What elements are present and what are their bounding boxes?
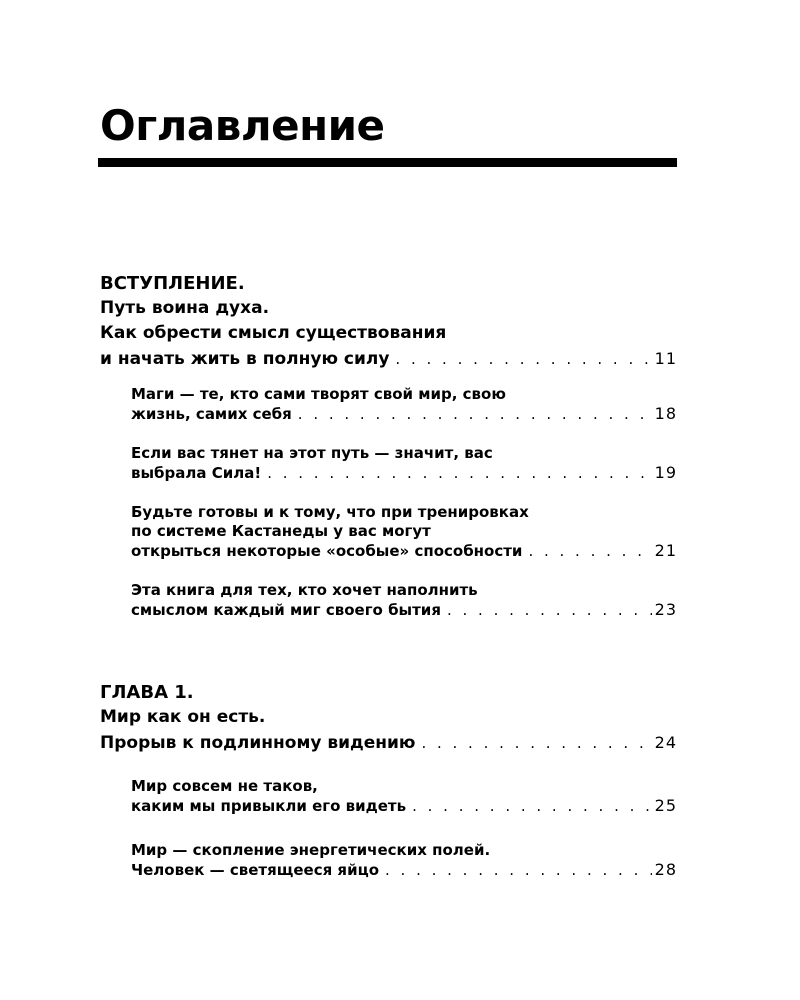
toc-entry-row <box>131 404 677 424</box>
toc-entry-text: и начать жить в полную силу <box>100 349 390 369</box>
title-rule <box>98 158 677 167</box>
dot-leader <box>395 347 651 372</box>
toc-entry-row <box>131 600 677 620</box>
toc-section-introduction <box>100 272 677 372</box>
dot-leader <box>385 861 652 880</box>
toc-entry-text: Прорыв к подлинному видению <box>100 733 416 753</box>
page-number: 18 <box>654 404 677 423</box>
page-number: 23 <box>654 600 677 619</box>
toc-entry-text: по системе Кастанеды у вас могут <box>131 522 431 540</box>
toc-entry-text: каким мы привыкли его видеть <box>131 797 407 815</box>
dot-leader <box>528 542 651 561</box>
toc-entry-text: жизнь, самих себя <box>131 405 292 423</box>
toc-entry-text: Будьте готовы и к тому, что при тренировках <box>131 503 529 521</box>
toc-subentry[interactable] <box>131 385 677 424</box>
page-number: 25 <box>654 796 677 815</box>
toc-entry-row <box>131 796 677 816</box>
dot-leader <box>421 731 651 756</box>
toc-entry-text: смыслом каждый миг своего бытия <box>131 601 441 619</box>
page-number: 21 <box>654 541 677 560</box>
section-heading: ГЛАВА 1. <box>100 682 194 703</box>
toc-entry-row <box>131 463 677 483</box>
toc-entry-text: Человек — светящееся яйцо <box>131 861 379 879</box>
toc-subentry[interactable] <box>131 777 677 816</box>
dot-leader <box>447 601 652 620</box>
page-number: 11 <box>654 349 677 368</box>
toc-entry-text: Эта книга для тех, кто хочет наполнить <box>131 581 478 599</box>
dot-leader <box>298 405 652 424</box>
toc-entry-text: Мир — скопление энергетических полей. <box>131 841 491 859</box>
section-title-line: Как обрести смысл существования <box>100 323 447 343</box>
page-number: 19 <box>654 463 677 482</box>
toc-section-chapter-1 <box>100 681 677 756</box>
toc-entry-text: выбрала Сила! <box>131 464 262 482</box>
section-heading: ВСТУПЛЕНИЕ. <box>100 273 245 294</box>
toc-entry-row[interactable] <box>100 346 677 372</box>
page-number: 24 <box>654 733 677 752</box>
toc-subentry[interactable] <box>131 503 677 561</box>
toc-subentry[interactable] <box>131 444 677 483</box>
dot-leader <box>267 464 651 483</box>
toc-entry-text: Если вас тянет на этот путь — значит, вас <box>131 444 493 462</box>
toc-subentry[interactable] <box>131 841 677 880</box>
toc-entry-row[interactable] <box>100 730 677 756</box>
toc-entry-row <box>131 860 677 880</box>
section-title-line: Мир как он есть. <box>100 707 266 727</box>
page-title: Оглавление <box>100 101 385 150</box>
section-title-line: Путь воина духа. <box>100 298 270 318</box>
toc-entry-row <box>131 541 677 561</box>
toc-entry-text: Мир совсем не таков, <box>131 777 318 795</box>
page-number: 28 <box>654 860 677 879</box>
toc-entry-text: открыться некоторые «особые» способности <box>131 542 523 560</box>
toc-subentry[interactable] <box>131 581 677 620</box>
dot-leader <box>412 797 652 816</box>
toc-entry-text: Маги — те, кто сами творят свой мир, свою <box>131 385 506 403</box>
